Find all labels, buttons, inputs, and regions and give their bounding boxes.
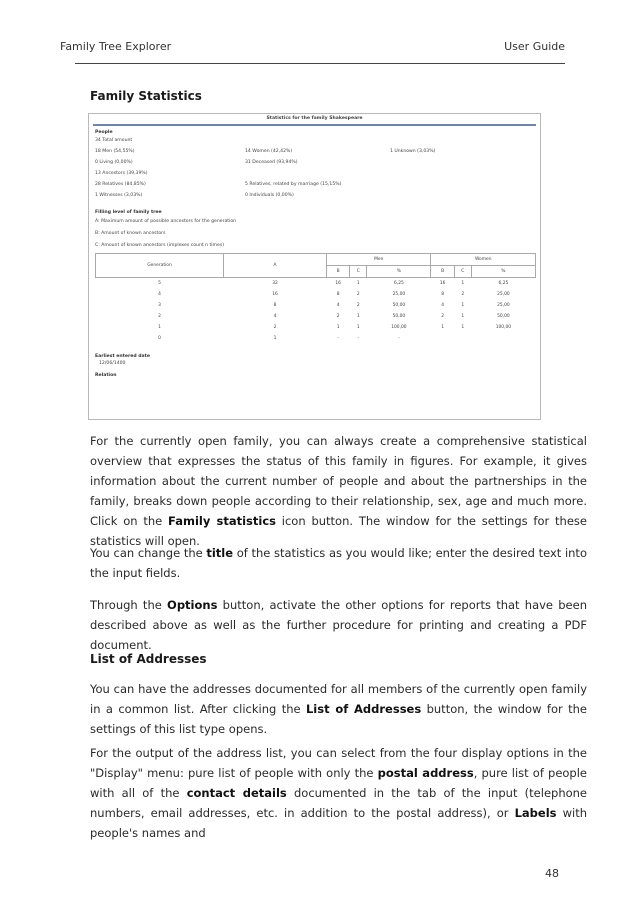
table-cell: 6,25 <box>394 281 404 286</box>
table-cell: 1 <box>273 336 277 341</box>
paragraph-title <box>90 543 587 583</box>
paragraph-text: You can change the <box>90 546 207 560</box>
table-cell: 2 <box>158 314 161 319</box>
paragraph-text: of the statistics as you would like; enter the desired text into the input fields. <box>90 546 587 580</box>
table-header-row <box>96 254 536 266</box>
bold-term-options: Options <box>167 598 218 612</box>
table-cell: 1 <box>356 314 360 319</box>
table-cell: 6,25 <box>498 281 509 286</box>
paragraph-text: button, activate the other options for reports that have been described above as well as the further procedure for printing and creating a PDF document. <box>90 598 587 652</box>
table-cell: 1 <box>158 325 161 330</box>
table-cell: 8 <box>273 303 277 308</box>
people-cell: 34 Total amount <box>95 138 133 143</box>
table-cell <box>471 333 535 344</box>
people-cell: 1 Witnesses (3,03%) <box>95 193 143 198</box>
table-header-cell: % <box>471 266 535 278</box>
table-cell: 4 <box>441 303 445 308</box>
table-cell: 16 <box>272 292 278 297</box>
paragraph-text: Through the <box>90 598 168 612</box>
table-cell: 1 <box>461 303 465 308</box>
people-heading: People <box>95 130 113 135</box>
people-cell: 1 Unknown (3,03%) <box>390 149 436 154</box>
people-cell: 28 Relatives (84,85%) <box>95 182 146 187</box>
table-row <box>96 289 536 300</box>
table-cell: 4 <box>336 303 340 308</box>
table-header-cell: Women <box>431 254 536 266</box>
header-guide-label: User Guide <box>504 40 565 53</box>
people-row <box>89 146 540 157</box>
paragraph-text: documented in the tab of the input (telephone numbers, email addresses, etc. in addition to the postal address), or <box>90 786 588 820</box>
people-cell: 31 Deceased (93,94%) <box>245 160 298 165</box>
table-header-cell: C <box>350 266 367 278</box>
table-cell: - <box>357 336 360 341</box>
table-cell: 100,00 <box>391 325 407 330</box>
table-cell: 2 <box>273 325 277 330</box>
header-document-title: Family Tree Explorer <box>60 40 172 53</box>
people-cell: 0 Individuals (0,00%) <box>245 193 294 198</box>
table-cell: 50,00 <box>497 314 510 319</box>
table-cell: - <box>398 336 400 341</box>
table-cell: 8 <box>441 292 445 297</box>
paragraph-text: with people's names and <box>90 806 587 840</box>
table-cell: 50,00 <box>392 303 406 308</box>
people-row <box>89 135 540 146</box>
bold-term-contact-details: contact details <box>186 786 287 800</box>
table-cell: 3 <box>158 303 161 308</box>
table-header-cell: B <box>431 266 454 278</box>
paragraph-list-of-addresses <box>90 679 587 739</box>
relation-heading: Relation <box>95 373 117 378</box>
table-row <box>96 278 536 290</box>
people-row <box>89 168 540 179</box>
people-row <box>89 157 540 168</box>
legend-line-b: B: Amount of known ancestors <box>95 230 166 236</box>
table-cell: 16 <box>335 281 341 286</box>
table-cell: 16 <box>439 281 446 286</box>
bold-term-postal-address: postal address <box>377 766 474 780</box>
people-row <box>89 190 540 201</box>
paragraph-family-statistics <box>90 431 587 551</box>
table-row <box>96 300 536 311</box>
table-cell: 2 <box>336 314 340 319</box>
section-title-family-statistics: Family Statistics <box>90 89 202 103</box>
people-cell: 13 Ancestors (39,39%) <box>95 171 148 176</box>
paragraph-text: You can have the addresses documented for all members of the currently open family in a common list. After clicking the <box>90 682 587 716</box>
paragraph-options <box>90 595 587 655</box>
paragraph-text: button, the window for the settings of this list type opens. <box>90 702 587 736</box>
table-cell: 1 <box>461 281 465 286</box>
table-cell <box>431 333 454 344</box>
table-cell: 25,00 <box>497 292 510 297</box>
table-cell: 0 <box>158 336 161 341</box>
table-row <box>96 311 536 322</box>
section-title-list-of-addresses: List of Addresses <box>90 652 207 666</box>
table-cell: 2 <box>441 314 445 319</box>
legend-line-c: C: Amount of known ancestors (implexes count n times) <box>95 242 225 248</box>
people-rows <box>89 135 540 201</box>
table-cell: 1 <box>441 325 445 330</box>
table-cell: 2 <box>356 303 360 308</box>
table-cell: - <box>337 336 339 341</box>
table-cell: 8 <box>336 292 340 297</box>
paragraph-text: For the output of the address list, you can select from the four display options in the "Display" menu: pure list of people with only the <box>90 746 587 780</box>
table-cell <box>454 333 471 344</box>
people-row <box>89 179 540 190</box>
table-cell: 5 <box>158 281 161 286</box>
table-header-cell: A <box>224 254 327 278</box>
table-cell: 1 <box>461 325 465 330</box>
earliest-date-value: 12/06/1400 <box>99 361 126 366</box>
generation-table <box>95 253 536 344</box>
paragraph-text: For the currently open family, you can always create a comprehensive statistical overview that expresses the status of this family in figures. For example, it gives information about the current number of people and about the partnerships in the family, breaks down people according to their relationship, sex, age and much more. Click on the <box>90 434 587 528</box>
people-cell: 18 Men (54,55%) <box>95 149 135 154</box>
bold-term-title: title <box>206 546 234 560</box>
table-cell: 1 <box>356 325 360 330</box>
bold-term-family-statistics: Family statistics <box>168 514 276 528</box>
table-header-cell: B <box>327 266 350 278</box>
people-cell: 5 Relatives, related by marriage (15,15%) <box>245 182 342 187</box>
table-cell: 1 <box>461 314 465 319</box>
screenshot-caption: Statistics for the family Shakespeare <box>266 116 363 121</box>
table-header-cell: Generation <box>96 254 224 278</box>
table-cell: 25,00 <box>392 292 406 297</box>
earliest-date-heading: Earliest entered date <box>95 354 150 359</box>
paragraph-text: icon button. The window for the settings for these statistics will open. <box>90 514 587 548</box>
legend-line-a: A: Maximum amount of possible ancestors for the generation <box>95 218 237 224</box>
table-header-cell: Men <box>327 254 431 266</box>
bold-term-list-of-addresses: List of Addresses <box>305 702 422 716</box>
header-divider <box>75 63 565 64</box>
table-cell: 2 <box>461 292 465 297</box>
table-cell: 4 <box>273 314 277 319</box>
statistics-screenshot <box>88 113 541 420</box>
table-cell: 1 <box>356 281 360 286</box>
page-number: 48 <box>545 867 559 880</box>
paragraph-text: , pure list of people with all of the <box>90 766 588 800</box>
table-cell: 100,00 <box>495 325 512 330</box>
people-cell: 0 Living (0,00%) <box>95 160 133 165</box>
page-header <box>60 40 565 60</box>
table-row <box>96 322 536 333</box>
table-cell: 50,00 <box>392 314 406 319</box>
table-header-cell: C <box>454 266 471 278</box>
table-cell: 2 <box>356 292 360 297</box>
table-cell: 32 <box>272 281 278 286</box>
table-cell: 1 <box>336 325 340 330</box>
people-cell: 14 Women (42,42%) <box>245 149 293 154</box>
table-cell: 25,00 <box>497 303 510 308</box>
table-header-cell: % <box>367 266 431 278</box>
paragraph-address-output <box>90 743 587 843</box>
table-cell: 4 <box>158 292 161 297</box>
table-row <box>96 333 536 344</box>
filling-level-heading: Filling level of family tree <box>95 210 162 215</box>
bold-term-labels: Labels <box>514 806 557 820</box>
